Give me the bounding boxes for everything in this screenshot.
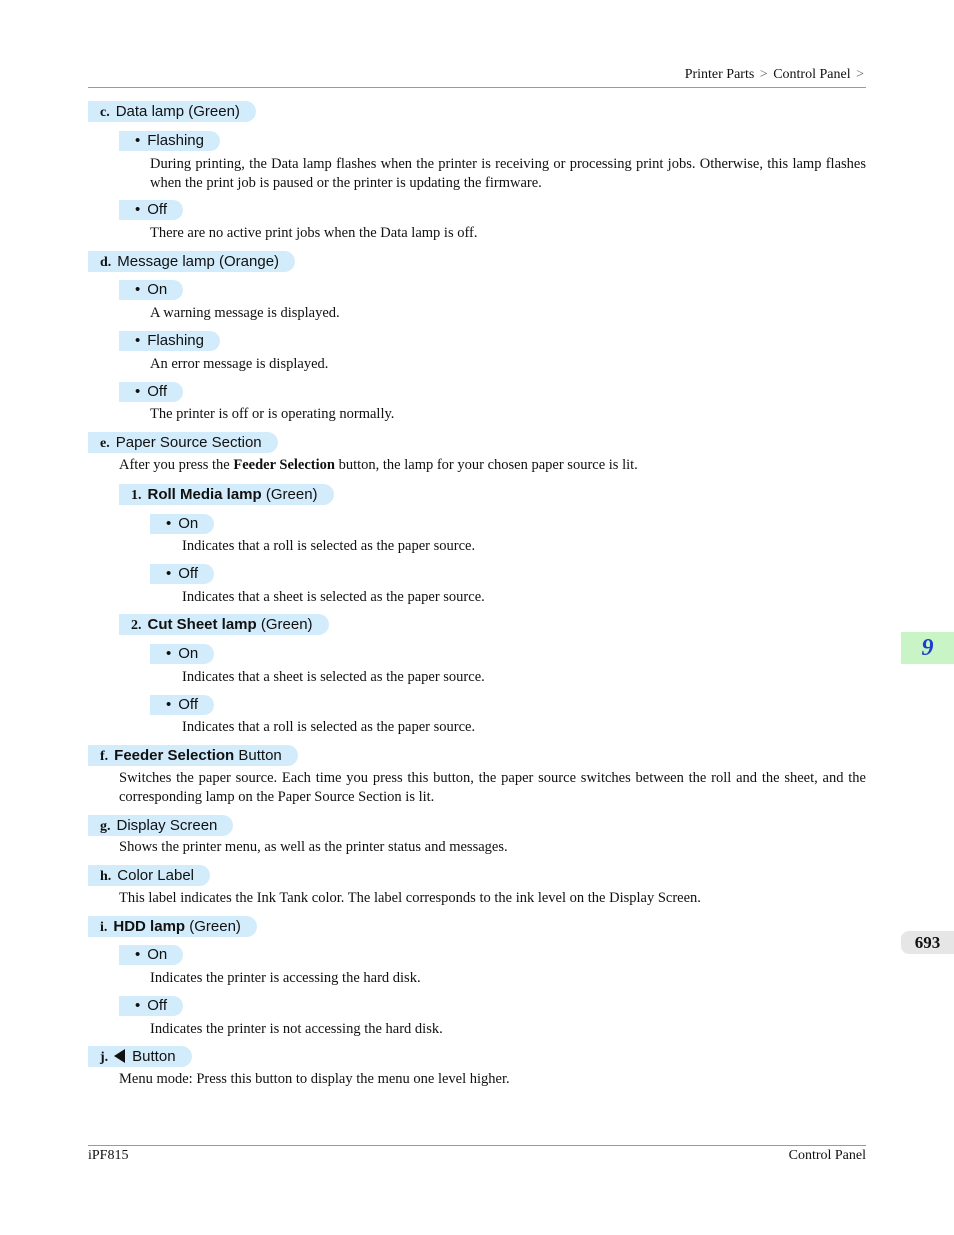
bullet-on: • On (119, 945, 183, 965)
paragraph: Indicates that a roll is selected as the paper source. (182, 538, 476, 554)
bullet-off: • Off (119, 382, 183, 402)
heading-data-lamp: c. Data lamp (Green) (88, 101, 256, 122)
paragraph: During printing, the Data lamp flashes when the printer is receiving or processing print jobs. Otherwise, this lamp flashes when the print job is paused or the printer is updating the firmware. (150, 156, 866, 191)
footer-rule (88, 1145, 866, 1146)
paragraph: Indicates the printer is accessing the hard disk. (150, 970, 421, 986)
bullet-off: • Off (150, 564, 214, 584)
heading-back-button: j. Button (88, 1046, 192, 1067)
bullet-flashing: • Flashing (119, 131, 220, 151)
heading-cut-sheet-lamp: 2. Cut Sheet lamp (Green) (119, 614, 329, 635)
breadcrumb-item[interactable]: Control Panel (773, 67, 851, 82)
heading-display-screen: g. Display Screen (88, 815, 233, 836)
heading-roll-media-lamp: 1. Roll Media lamp (Green) (119, 484, 334, 505)
breadcrumb (685, 67, 866, 83)
bullet-on: • On (119, 280, 183, 300)
bullet-off: • Off (119, 996, 183, 1016)
heading-hdd-lamp: i. HDD lamp (Green) (88, 916, 257, 937)
bullet-on: • On (150, 644, 214, 664)
paragraph: There are no active print jobs when the Data lamp is off. (150, 225, 478, 241)
paragraph: Indicates that a roll is selected as the paper source. (182, 719, 476, 735)
paragraph: Shows the printer menu, as well as the printer status and messages. (119, 839, 508, 855)
heading-feeder-selection-button: f. Feeder Selection Button (88, 745, 298, 766)
breadcrumb-item[interactable]: Printer Parts (684, 67, 755, 82)
paragraph: The printer is off or is operating normally. (150, 406, 395, 422)
breadcrumb-separator: > (856, 67, 864, 82)
paragraph: Menu mode: Press this button to display the menu one level higher. (119, 1071, 510, 1087)
paragraph: Indicates the printer is not accessing the hard disk. (150, 1021, 443, 1037)
paragraph: Indicates that a sheet is selected as the paper source. (182, 669, 485, 685)
bullet-on: • On (150, 514, 214, 534)
paragraph: Indicates that a sheet is selected as the paper source. (182, 589, 485, 605)
paragraph: An error message is displayed. (150, 356, 329, 372)
paragraph: Switches the paper source. Each time you press this button, the paper source switches between the roll and the sheet, and the corresponding lamp on the Paper Source Section is lit. (119, 770, 866, 805)
breadcrumb-separator: > (759, 67, 768, 82)
bullet-flashing: • Flashing (119, 331, 220, 351)
paragraph: A warning message is displayed. (150, 305, 340, 321)
page-number: 693 (901, 931, 954, 954)
footer-model: iPF815 (88, 1148, 129, 1163)
heading-color-label: h. Color Label (88, 865, 210, 886)
bullet-off: • Off (150, 695, 214, 715)
left-triangle-icon (114, 1049, 125, 1063)
heading-message-lamp: d. Message lamp (Orange) (88, 251, 295, 272)
paragraph: After you press the Feeder Selection button, the lamp for your chosen paper source is lit. (119, 457, 638, 473)
header-rule (88, 87, 866, 88)
footer-chapter: Control Panel (788, 1148, 866, 1163)
chapter-tab[interactable]: 9 (901, 632, 954, 664)
bullet-off: • Off (119, 200, 183, 220)
paragraph: This label indicates the Ink Tank color. The label corresponds to the ink level on the Display Screen. (119, 890, 701, 906)
heading-paper-source-section: e. Paper Source Section (88, 432, 278, 453)
